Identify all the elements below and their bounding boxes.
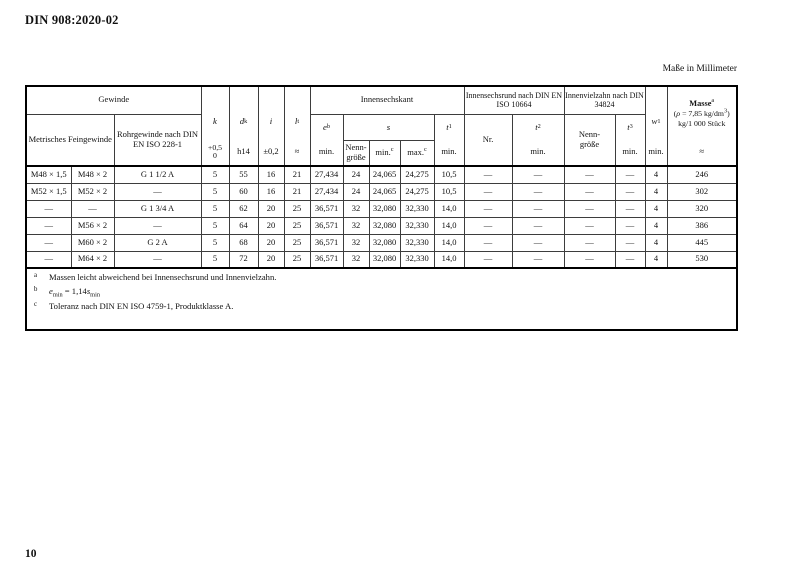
column-header-s-max: max.$^c$ <box>400 140 434 166</box>
table-cell: 32 <box>343 251 369 268</box>
table-cell: 4 <box>645 217 667 234</box>
table-cell: 25 <box>284 234 310 251</box>
table-cell: 32,080 <box>369 251 400 268</box>
table-cell: — <box>26 200 71 217</box>
table-cell: 14,0 <box>434 217 464 234</box>
table-cell: 5 <box>201 183 229 200</box>
masse-approx-label: ≈ <box>699 146 705 157</box>
table-cell: 24,065 <box>369 183 400 200</box>
table-cell: — <box>26 251 71 268</box>
table-cell: 36,571 <box>310 234 343 251</box>
table-row <box>26 166 737 183</box>
table-cell: 32 <box>343 234 369 251</box>
table-cell: — <box>464 183 512 200</box>
table-cell: — <box>464 234 512 251</box>
symbol-k: k <box>213 116 217 127</box>
table-cell: 36,571 <box>310 251 343 268</box>
table-row <box>26 200 737 217</box>
footnote-b-formula: $e_{min} = 1,14s_{min}$ <box>49 286 100 300</box>
table-cell: — <box>512 200 564 217</box>
table-cell: 72 <box>229 251 258 268</box>
units-note: Maße in Millimeter <box>662 64 737 74</box>
tolerance-k: +0,5 0 <box>207 142 223 160</box>
footnote-marker-b: b <box>34 286 38 294</box>
table-cell: 32 <box>343 200 369 217</box>
table-cell: G 2 A <box>114 234 201 251</box>
dimensions-table <box>25 85 738 331</box>
table-cell: 62 <box>229 200 258 217</box>
column-header-rohrgewinde: Rohrgewinde nach DIN EN ISO 228-1 <box>114 114 201 166</box>
column-header-i <box>258 86 284 166</box>
column-header-nr: Nr. <box>464 114 512 166</box>
column-header-t3 <box>615 114 645 166</box>
table-cell: — <box>512 217 564 234</box>
symbol-lt: l t <box>294 116 300 127</box>
table-cell: 25 <box>284 251 310 268</box>
table-cell: — <box>615 200 645 217</box>
tolerance-lt: ≈ <box>294 146 300 157</box>
table-cell: 32,080 <box>369 217 400 234</box>
column-header-dk <box>229 86 258 166</box>
table-cell: — <box>464 217 512 234</box>
e-min-label: min. <box>318 146 335 157</box>
table-cell: M52 × 1,5 <box>26 183 71 200</box>
table-row <box>26 234 737 251</box>
table-cell: — <box>512 183 564 200</box>
table-cell: 24,275 <box>400 166 434 183</box>
column-header-s-min: min.$^c$ <box>369 140 400 166</box>
symbol-t1: t 1 <box>446 122 452 133</box>
symbol-i: i <box>269 116 273 127</box>
table-cell: — <box>512 166 564 183</box>
group-header-innenvielzahn: Innenvielzahn nach DIN 34824 <box>564 86 645 114</box>
table-cell: 5 <box>201 166 229 183</box>
column-header-lt <box>284 86 310 166</box>
document-number: DIN 908:2020-02 <box>25 13 119 27</box>
table-cell: 27,434 <box>310 183 343 200</box>
table-cell: 302 <box>667 183 737 200</box>
column-header-k <box>201 86 229 166</box>
table-cell: 36,571 <box>310 200 343 217</box>
column-header-e <box>310 114 343 166</box>
table-row <box>26 217 737 234</box>
table-cell: 21 <box>284 166 310 183</box>
table-cell: 25 <box>284 217 310 234</box>
table-cell: — <box>564 200 615 217</box>
table-cell: — <box>615 166 645 183</box>
table-cell: 32,080 <box>369 234 400 251</box>
table-cell: 24 <box>343 183 369 200</box>
table-cell: 14,0 <box>434 234 464 251</box>
column-header-masse <box>667 86 737 166</box>
footnote-c-text: Toleranz nach DIN EN ISO 4759-1, Produktklasse A. <box>49 300 234 311</box>
symbol-t2: t 2 <box>535 122 541 133</box>
footnotes-section <box>26 268 737 330</box>
table-cell: 4 <box>645 200 667 217</box>
table-cell: G 1 1/2 A <box>114 166 201 183</box>
table-cell: — <box>564 183 615 200</box>
table-cell: — <box>26 234 71 251</box>
table-cell: M48 × 1,5 <box>26 166 71 183</box>
table-cell: 14,0 <box>434 251 464 268</box>
table-cell: — <box>464 200 512 217</box>
table-cell: 4 <box>645 166 667 183</box>
table-cell: 32,080 <box>369 200 400 217</box>
column-header-t2 <box>512 114 564 166</box>
table-cell: 60 <box>229 183 258 200</box>
t3-min-label: min. <box>622 146 638 157</box>
table-cell: — <box>114 251 201 268</box>
table-cell: 32,330 <box>400 217 434 234</box>
table-cell: — <box>615 183 645 200</box>
table-cell: M52 × 2 <box>71 183 114 200</box>
table-cell: 5 <box>201 200 229 217</box>
footnote-c <box>32 302 732 312</box>
table-cell: 14,0 <box>434 200 464 217</box>
table-cell: 530 <box>667 251 737 268</box>
masse-header-text: Masse$^a$ (ρ = 7,85 $kg/dm^3$) kg/1 000 Stück <box>673 97 730 129</box>
table-cell: 5 <box>201 251 229 268</box>
column-header-s-nenngroesse: Nenn- größe <box>343 140 369 166</box>
symbol-s: s <box>386 121 391 132</box>
w1-min-label: min. <box>648 146 664 157</box>
table-cell: 55 <box>229 166 258 183</box>
column-header-metrisches-feingewinde: Metrisches Feingewinde <box>26 114 114 166</box>
table-cell: — <box>464 251 512 268</box>
table-cell: — <box>615 234 645 251</box>
t1-min-label: min. <box>441 146 457 157</box>
t2-min-label: min. <box>530 146 546 157</box>
table-cell: G 1 3/4 A <box>114 200 201 217</box>
table-cell: 32,330 <box>400 200 434 217</box>
table-cell: — <box>512 234 564 251</box>
table-cell: 16 <box>258 183 284 200</box>
tolerance-i: ±0,2 <box>263 146 279 157</box>
footnote-a-text: Massen leicht abweichend bei Innensechsrund und Innenvielzahn. <box>49 272 277 282</box>
table-cell: 20 <box>258 217 284 234</box>
table-cell: — <box>71 200 114 217</box>
table-cell: — <box>464 166 512 183</box>
table-cell: — <box>114 217 201 234</box>
tolerance-dk: h14 <box>237 146 250 157</box>
table-cell: 246 <box>667 166 737 183</box>
table-cell: — <box>564 251 615 268</box>
table-cell: 4 <box>645 234 667 251</box>
table-cell: — <box>615 217 645 234</box>
table-cell: 64 <box>229 217 258 234</box>
table-cell: 20 <box>258 234 284 251</box>
table-cell: 320 <box>667 200 737 217</box>
symbol-e: e b <box>322 122 331 133</box>
table-cell: — <box>26 217 71 234</box>
table-cell: 386 <box>667 217 737 234</box>
table-cell: M60 × 2 <box>71 234 114 251</box>
table-cell: 24,275 <box>400 183 434 200</box>
column-header-ivz-nenngroesse: Nenn- größe <box>564 114 615 166</box>
group-header-gewinde: Gewinde <box>26 86 201 114</box>
footnote-marker-a: a <box>34 272 38 279</box>
table-cell: 24 <box>343 166 369 183</box>
table-cell: 445 <box>667 234 737 251</box>
table-cell: 20 <box>258 200 284 217</box>
table-cell: 32,330 <box>400 234 434 251</box>
table-cell: 4 <box>645 251 667 268</box>
table-cell: — <box>564 166 615 183</box>
page-number: 10 <box>25 548 37 560</box>
table-cell: 5 <box>201 217 229 234</box>
table-cell: 24,065 <box>369 166 400 183</box>
group-header-innensechsrund: Innensechsrund nach DIN EN ISO 10664 <box>464 86 564 114</box>
column-header-t1 <box>434 114 464 166</box>
table-cell: 5 <box>201 234 229 251</box>
table-row <box>26 251 737 268</box>
table-cell: M56 × 2 <box>71 217 114 234</box>
table-cell: — <box>615 251 645 268</box>
table-cell: 16 <box>258 166 284 183</box>
table-cell: 25 <box>284 200 310 217</box>
table-cell: 36,571 <box>310 217 343 234</box>
footnote-b <box>32 286 732 300</box>
table-cell: 10,5 <box>434 183 464 200</box>
table-cell: 68 <box>229 234 258 251</box>
column-header-w1 <box>645 86 667 166</box>
table-cell: 10,5 <box>434 166 464 183</box>
table-cell: — <box>512 251 564 268</box>
footnote-marker-c: c <box>34 300 38 308</box>
table-row <box>26 183 737 200</box>
table-cell: 20 <box>258 251 284 268</box>
table-cell: M64 × 2 <box>71 251 114 268</box>
footnote-a <box>32 273 732 283</box>
group-header-innensechskant: Innensechskant <box>310 86 464 114</box>
table-cell: 4 <box>645 183 667 200</box>
symbol-dk: d k <box>239 116 248 127</box>
table-cell: 21 <box>284 183 310 200</box>
symbol-w1: w 1 <box>651 116 661 127</box>
table-cell: 32,330 <box>400 251 434 268</box>
column-header-s <box>343 114 434 140</box>
table-cell: 27,434 <box>310 166 343 183</box>
table-cell: — <box>114 183 201 200</box>
symbol-t3: t 3 <box>627 122 633 133</box>
table-cell: M48 × 2 <box>71 166 114 183</box>
table-cell: — <box>564 234 615 251</box>
table-cell: — <box>564 217 615 234</box>
table-cell: 32 <box>343 217 369 234</box>
